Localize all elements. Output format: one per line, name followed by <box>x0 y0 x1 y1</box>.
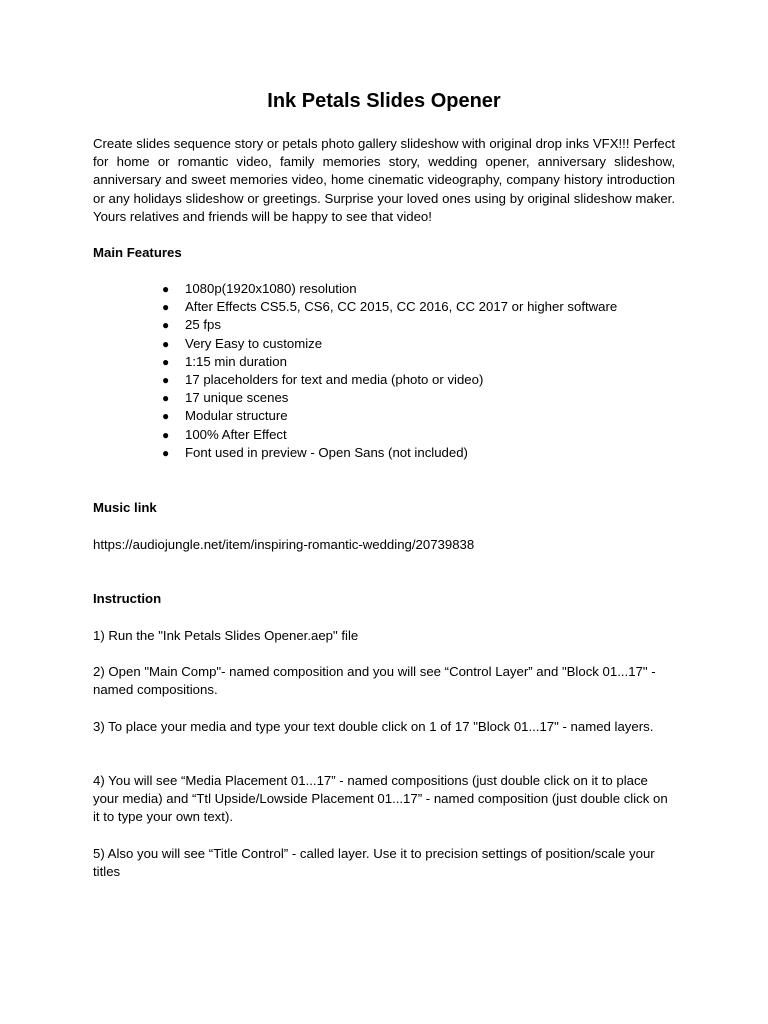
feature-text: 17 placeholders for text and media (photo or video) <box>185 371 484 387</box>
feature-item <box>93 335 617 353</box>
feature-item <box>93 298 617 316</box>
feature-text: 25 fps <box>185 317 221 333</box>
features-list <box>93 280 617 462</box>
feature-item <box>93 426 617 444</box>
feature-text: Modular structure <box>185 408 288 424</box>
bullet-icon: ● <box>162 391 170 406</box>
instruction-step-2: 2) Open "Main Comp"- named composition and you will see “Control Layer” and "Block 01...17" - named compositions. <box>93 664 656 698</box>
bullet-icon: ● <box>162 372 170 387</box>
feature-item <box>93 407 617 425</box>
feature-item <box>93 353 617 371</box>
music-heading: Music link <box>93 500 157 515</box>
intro-paragraph: Create slides sequence story or petals photo gallery slideshow with original drop inks VFX!!! Perfect for home or romantic video, family memories story, wedding opener, anniversary slideshow, anniversary and sweet memories video, home cinematic videography, company history introduction or any holidays slideshow or greetings. Surprise your loved ones using by original slideshow maker. Yours relatives and friends will be happy to see that video! <box>93 136 675 224</box>
feature-text: Very Easy to customize <box>185 335 323 351</box>
feature-text: After Effects CS5.5, CS6, CC 2015, CC 2016, CC 2017 or higher software <box>185 299 618 315</box>
bullet-icon: ● <box>162 300 170 315</box>
feature-item <box>93 389 617 407</box>
feature-item <box>93 316 617 334</box>
music-link-paragraph <box>93 536 675 554</box>
bullet-icon: ● <box>162 427 170 442</box>
bullet-icon: ● <box>162 354 170 369</box>
music-link[interactable]: https://audiojungle.net/item/inspiring-romantic-wedding/20739838 <box>93 537 475 552</box>
bullet-icon: ● <box>162 318 170 333</box>
feature-text: 1:15 min duration <box>185 353 287 369</box>
instruction-step-4: 4) You will see “Media Placement 01...17” - named compositions (just double click on it to place your media) and “Ttl Upside/Lowside Placement 01...17” - named composition (just double click on it to type your own text). <box>93 773 668 825</box>
feature-item <box>93 371 617 389</box>
instruction-step-1: 1) Run the "Ink Petals Slides Opener.aep" file <box>93 628 359 643</box>
features-heading: Main Features <box>93 245 182 260</box>
bullet-icon: ● <box>162 445 170 460</box>
document-title: Ink Petals Slides Opener <box>267 90 501 112</box>
feature-item <box>93 444 617 462</box>
bullet-icon: ● <box>162 409 170 424</box>
instruction-step-3: 3) To place your media and type your text double click on 1 of 17 "Block 01...17" - named layers. <box>93 719 654 734</box>
feature-item <box>93 280 617 298</box>
feature-text: Font used in preview - Open Sans (not included) <box>185 444 468 460</box>
feature-text: 1080p(1920x1080) resolution <box>185 281 357 296</box>
instruction-heading: Instruction <box>93 591 162 606</box>
feature-text: 100% After Effect <box>185 426 287 442</box>
bullet-icon: ● <box>162 336 170 351</box>
instruction-step-5: 5) Also you will see “Title Control” - called layer. Use it to precision settings of position/scale your titles <box>93 846 655 880</box>
bullet-icon: ● <box>162 282 170 296</box>
feature-text: 17 unique scenes <box>185 390 289 406</box>
